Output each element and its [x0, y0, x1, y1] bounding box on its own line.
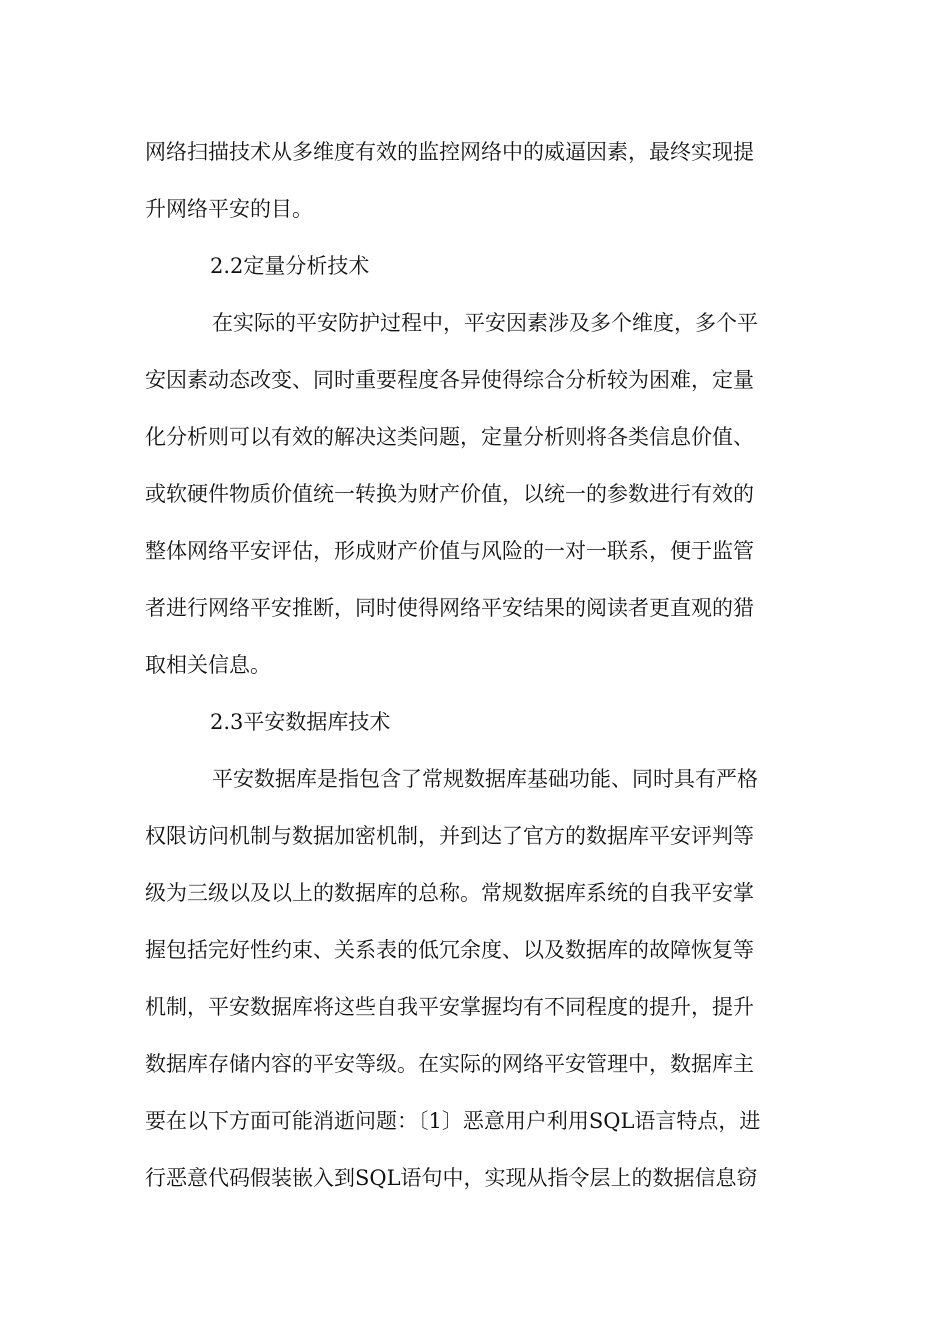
- paragraph-line: 级为三级以及以上的数据库的总称。常规数据库系统的自我平安掌: [145, 881, 754, 905]
- paragraph-line: 安因素动态改变、同时重要程度各异使得综合分析较为困难，定量: [145, 368, 754, 392]
- paragraph-line: 机制，平安数据库将这些自我平安掌握均有不同程度的提升，提升: [145, 995, 754, 1019]
- paragraph-line: 要在以下方面可能消逝问题：〔1〕恶意用户利用SQL语言特点，进: [145, 1109, 761, 1133]
- paragraph-line: 化分析则可以有效的解决这类问题，定量分析则将各类信息价值、: [145, 425, 754, 449]
- paragraph-line: 或软硬件物质价值统一转换为财产价值，以统一的参数进行有效的: [145, 482, 754, 506]
- paragraph-line: 升网络平安的目。: [145, 197, 313, 221]
- paragraph-line: 取相关信息。: [145, 653, 271, 677]
- paragraph-line: 整体网络平安评估，形成财产价值与风险的一对一联系，便于监管: [145, 539, 754, 563]
- paragraph-line: 权限访问机制与数据加密机制，并到达了官方的数据库平安评判等: [145, 824, 754, 848]
- paragraph-line: 数据库存储内容的平安等级。在实际的网络平安管理中，数据库主: [145, 1052, 754, 1076]
- paragraph-line: 行恶意代码假装嵌入到SQL语句中，实现从指令层上的数据信息窃: [145, 1166, 758, 1190]
- paragraph-line: 握包括完好性约束、关系表的低冗余度、以及数据库的故障恢复等: [145, 938, 754, 962]
- paragraph-line: 者进行网络平安推断，同时使得网络平安结果的阅读者更直观的猎: [145, 596, 754, 620]
- section-heading-2-2: 2.2定量分析技术: [210, 254, 370, 278]
- paragraph-line: 在实际的平安防护过程中，平安因素涉及多个维度，多个平: [212, 311, 758, 335]
- section-heading-2-3: 2.3平安数据库技术: [210, 710, 391, 734]
- paragraph-line: 网络扫描技术从多维度有效的监控网络中的威逼因素，最终实现提: [145, 140, 754, 164]
- paragraph-line: 平安数据库是指包含了常规数据库基础功能、同时具有严格: [212, 767, 758, 791]
